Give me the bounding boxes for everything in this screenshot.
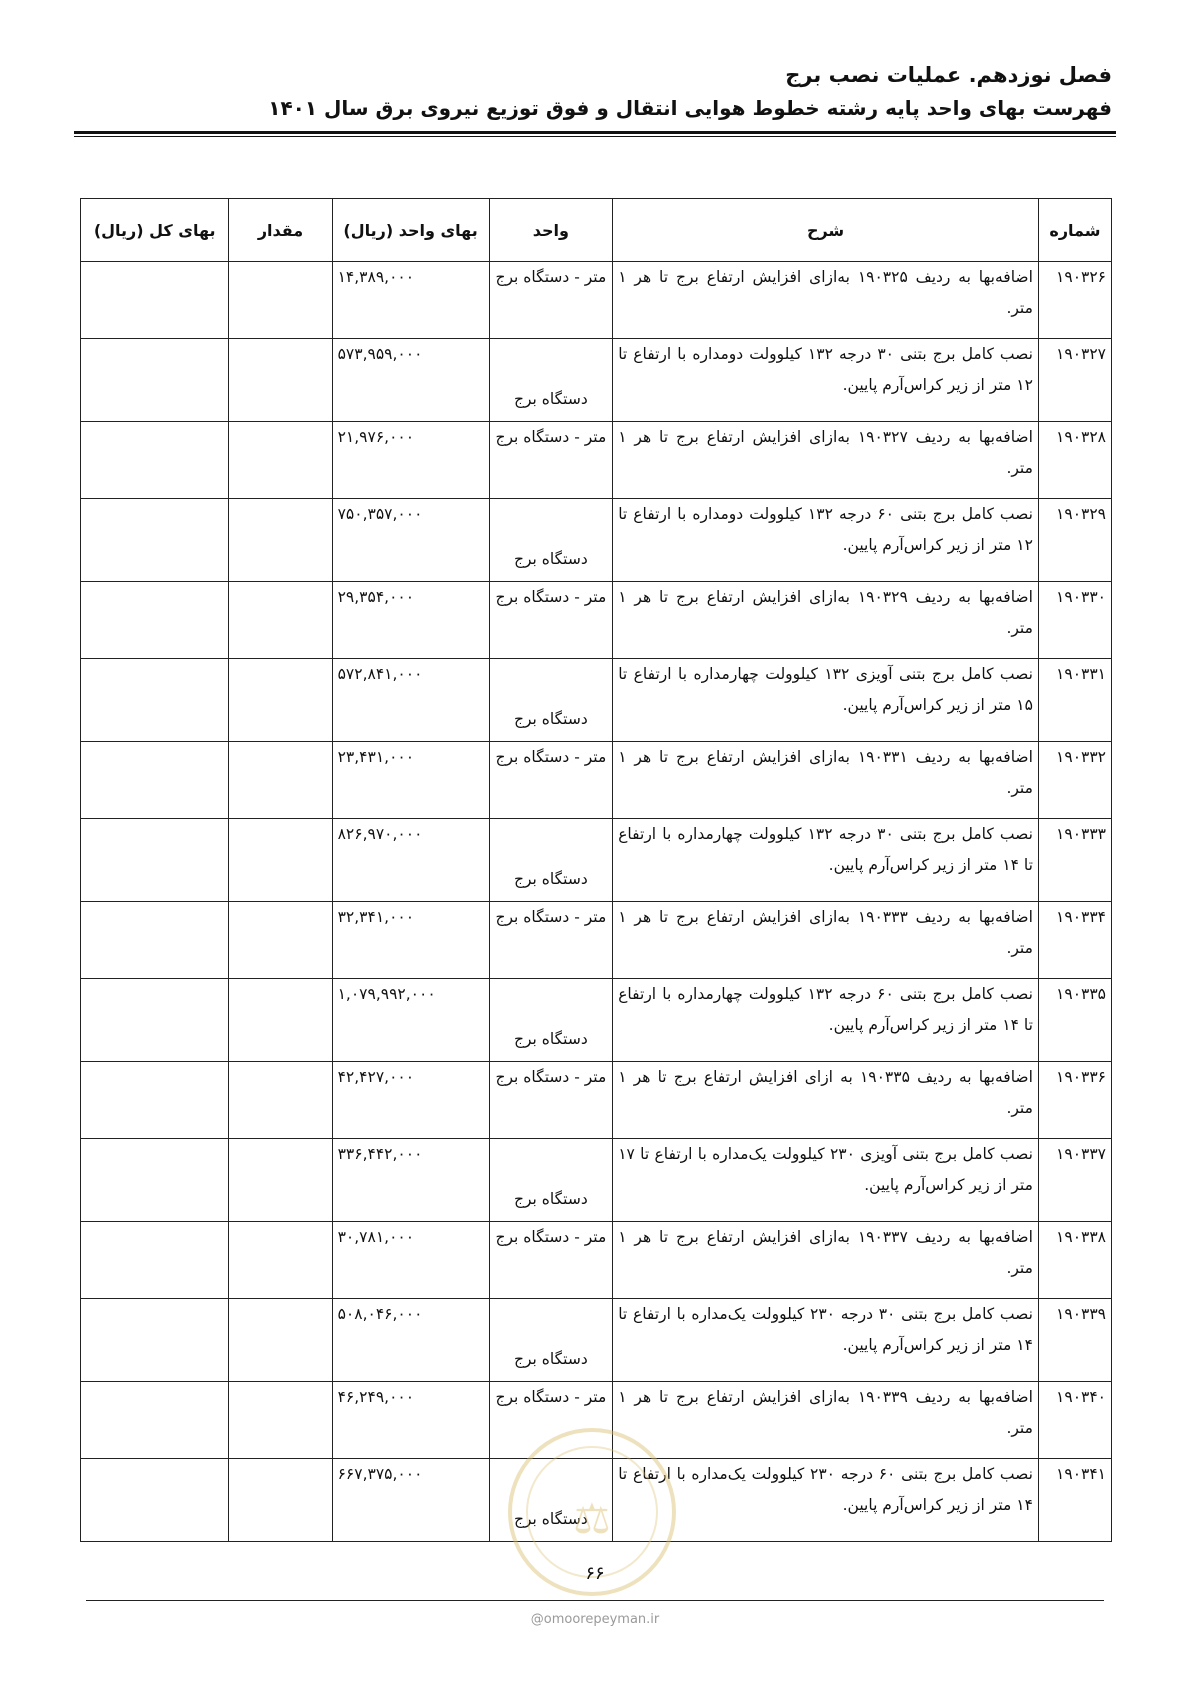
row-total-price: [81, 742, 229, 819]
row-unit: دستگاه برج: [489, 1299, 613, 1382]
row-code: ۱۹۰۳۳۰: [1038, 582, 1111, 659]
row-total-price: [81, 1222, 229, 1299]
row-unit: دستگاه برج: [489, 979, 613, 1062]
row-description: اضافه‌بها به ردیف ۱۹۰۳۳۷ به‌ازای افزایش ارتفاع برج تا هر ۱ متر.: [613, 1222, 1039, 1299]
table-row: [81, 582, 1112, 659]
row-code: ۱۹۰۳۳۹: [1038, 1299, 1111, 1382]
header-rule-thin: [74, 136, 1116, 137]
row-quantity: [229, 1139, 332, 1222]
row-unit-price: ۴۶,۲۴۹,۰۰۰: [332, 1382, 489, 1459]
row-code: ۱۹۰۳۲۸: [1038, 422, 1111, 499]
row-quantity: [229, 1459, 332, 1542]
row-description: نصب کامل برج بتنی آویزی ۲۳۰ کیلوولت یک‌مداره با ارتفاع تا ۱۷ متر از زیر کراس‌آرم پایین.: [613, 1139, 1039, 1222]
row-unit-price: ۲۱,۹۷۶,۰۰۰: [332, 422, 489, 499]
row-total-price: [81, 1139, 229, 1222]
row-code: ۱۹۰۳۲۹: [1038, 499, 1111, 582]
table-row: [81, 902, 1112, 979]
row-unit: دستگاه برج: [489, 659, 613, 742]
row-description: نصب کامل برج بتنی ۳۰ درجه ۱۳۲ کیلوولت چهارمداره با ارتفاع تا ۱۴ متر از زیر کراس‌آرم پایین.: [613, 819, 1039, 902]
row-unit-price: ۳۰,۷۸۱,۰۰۰: [332, 1222, 489, 1299]
header-quantity: مقدار: [229, 199, 332, 262]
row-unit: متر - دستگاه برج: [489, 422, 613, 499]
row-quantity: [229, 742, 332, 819]
row-total-price: [81, 1382, 229, 1459]
row-unit: متر - دستگاه برج: [489, 902, 613, 979]
row-quantity: [229, 979, 332, 1062]
footer-rule: [86, 1600, 1104, 1601]
row-unit: متر - دستگاه برج: [489, 582, 613, 659]
row-code: ۱۹۰۳۳۵: [1038, 979, 1111, 1062]
row-total-price: [81, 422, 229, 499]
row-unit-price: ۱,۰۷۹,۹۹۲,۰۰۰: [332, 979, 489, 1062]
row-total-price: [81, 979, 229, 1062]
row-total-price: [81, 659, 229, 742]
price-list-table: [80, 198, 1112, 1542]
row-code: ۱۹۰۳۲۶: [1038, 262, 1111, 339]
row-description: اضافه‌بها به ردیف ۱۹۰۳۲۵ به‌ازای افزایش ارتفاع برج تا هر ۱ متر.: [613, 262, 1039, 339]
row-unit-price: ۳۲,۳۴۱,۰۰۰: [332, 902, 489, 979]
row-quantity: [229, 902, 332, 979]
row-description: نصب کامل برج بتنی ۶۰ درجه ۲۳۰ کیلوولت یک‌مداره با ارتفاع تا ۱۴ متر از زیر کراس‌آرم پایین.: [613, 1459, 1039, 1542]
table-row: [81, 1222, 1112, 1299]
table-row: [81, 262, 1112, 339]
header-rule-thick: [74, 131, 1116, 134]
row-unit-price: ۸۲۶,۹۷۰,۰۰۰: [332, 819, 489, 902]
row-code: ۱۹۰۳۲۷: [1038, 339, 1111, 422]
chapter-title: فصل نوزدهم. عملیات نصب برج: [785, 63, 1112, 87]
row-total-price: [81, 262, 229, 339]
row-total-price: [81, 582, 229, 659]
row-unit-price: ۶۶۷,۳۷۵,۰۰۰: [332, 1459, 489, 1542]
row-total-price: [81, 1459, 229, 1542]
row-quantity: [229, 582, 332, 659]
row-quantity: [229, 422, 332, 499]
row-code: ۱۹۰۳۳۷: [1038, 1139, 1111, 1222]
row-description: نصب کامل برج بتنی ۳۰ درجه ۱۳۲ کیلوولت دومداره با ارتفاع تا ۱۲ متر از زیر کراس‌آرم پایین.: [613, 339, 1039, 422]
site-watermark-text: @omoorepeyman.ir: [530, 1612, 660, 1627]
row-code: ۱۹۰۳۳۸: [1038, 1222, 1111, 1299]
row-unit-price: ۲۹,۳۵۴,۰۰۰: [332, 582, 489, 659]
row-unit-price: ۷۵۰,۳۵۷,۰۰۰: [332, 499, 489, 582]
row-total-price: [81, 902, 229, 979]
table-row: [81, 1062, 1112, 1139]
row-unit-price: ۴۲,۴۲۷,۰۰۰: [332, 1062, 489, 1139]
row-description: اضافه‌بها به ردیف ۱۹۰۳۳۱ به‌ازای افزایش ارتفاع برج تا هر ۱ متر.: [613, 742, 1039, 819]
row-description: اضافه‌بها به ردیف ۱۹۰۳۳۳ به‌ازای افزایش ارتفاع برج تا هر ۱ متر.: [613, 902, 1039, 979]
row-unit: متر - دستگاه برج: [489, 262, 613, 339]
row-description: نصب کامل برج بتنی ۶۰ درجه ۱۳۲ کیلوولت دومداره با ارتفاع تا ۱۲ متر از زیر کراس‌آرم پایین.: [613, 499, 1039, 582]
row-quantity: [229, 262, 332, 339]
row-unit-price: ۵۷۳,۹۵۹,۰۰۰: [332, 339, 489, 422]
table-row: [81, 1299, 1112, 1382]
row-unit-price: ۳۳۶,۴۴۲,۰۰۰: [332, 1139, 489, 1222]
row-quantity: [229, 339, 332, 422]
row-total-price: [81, 499, 229, 582]
row-description: اضافه‌بها به ردیف ۱۹۰۳۳۵ به ازای افزایش ارتفاع برج تا هر ۱ متر.: [613, 1062, 1039, 1139]
row-description: نصب کامل برج بتنی ۳۰ درجه ۲۳۰ کیلوولت یک‌مداره با ارتفاع تا ۱۴ متر از زیر کراس‌آرم پایین.: [613, 1299, 1039, 1382]
page-header: [78, 58, 1112, 124]
header-unit: واحد: [489, 199, 613, 262]
row-quantity: [229, 1299, 332, 1382]
row-unit: دستگاه برج: [489, 1459, 613, 1542]
row-unit-price: ۵۷۲,۸۴۱,۰۰۰: [332, 659, 489, 742]
page-number: ۶۶: [585, 1563, 605, 1584]
row-code: ۱۹۰۳۳۴: [1038, 902, 1111, 979]
row-unit-price: ۵۰۸,۰۴۶,۰۰۰: [332, 1299, 489, 1382]
row-description: اضافه‌بها به ردیف ۱۹۰۳۳۹ به‌ازای افزایش ارتفاع برج تا هر ۱ متر.: [613, 1382, 1039, 1459]
row-unit: متر - دستگاه برج: [489, 1382, 613, 1459]
table-row: [81, 499, 1112, 582]
row-code: ۱۹۰۳۳۳: [1038, 819, 1111, 902]
table-row: [81, 742, 1112, 819]
row-total-price: [81, 1062, 229, 1139]
row-unit: دستگاه برج: [489, 819, 613, 902]
row-code: ۱۹۰۳۳۱: [1038, 659, 1111, 742]
table-row: [81, 979, 1112, 1062]
row-description: نصب کامل برج بتنی ۶۰ درجه ۱۳۲ کیلوولت چهارمداره با ارتفاع تا ۱۴ متر از زیر کراس‌آرم پایین.: [613, 979, 1039, 1062]
header-unit-price: بهای واحد (ریال): [332, 199, 489, 262]
row-description: اضافه‌بها به ردیف ۱۹۰۳۲۷ به‌ازای افزایش ارتفاع برج تا هر ۱ متر.: [613, 422, 1039, 499]
row-unit: دستگاه برج: [489, 499, 613, 582]
row-code: ۱۹۰۳۴۰: [1038, 1382, 1111, 1459]
row-unit: متر - دستگاه برج: [489, 1222, 613, 1299]
row-unit-price: ۲۳,۴۳۱,۰۰۰: [332, 742, 489, 819]
table-row: [81, 659, 1112, 742]
row-code: ۱۹۰۳۳۶: [1038, 1062, 1111, 1139]
row-description: اضافه‌بها به ردیف ۱۹۰۳۲۹ به‌ازای افزایش ارتفاع برج تا هر ۱ متر.: [613, 582, 1039, 659]
row-total-price: [81, 1299, 229, 1382]
row-total-price: [81, 339, 229, 422]
row-total-price: [81, 819, 229, 902]
row-unit: متر - دستگاه برج: [489, 1062, 613, 1139]
row-quantity: [229, 1382, 332, 1459]
row-quantity: [229, 659, 332, 742]
row-quantity: [229, 1222, 332, 1299]
table-row: [81, 422, 1112, 499]
row-quantity: [229, 1062, 332, 1139]
table-row: [81, 1139, 1112, 1222]
document-title: فهرست بهای واحد پایه رشته خطوط هوایی انتقال و فوق توزیع نیروی برق سال ۱۴۰۱: [268, 96, 1112, 120]
table-row: [81, 819, 1112, 902]
table-row: [81, 339, 1112, 422]
row-unit-price: ۱۴,۳۸۹,۰۰۰: [332, 262, 489, 339]
header-code: شماره: [1038, 199, 1111, 262]
header-total-price: بهای کل (ریال): [81, 199, 229, 262]
row-unit: دستگاه برج: [489, 339, 613, 422]
row-quantity: [229, 819, 332, 902]
table-row: [81, 1382, 1112, 1459]
table-row: [81, 1459, 1112, 1542]
row-description: نصب کامل برج بتنی آویزی ۱۳۲ کیلوولت چهارمداره با ارتفاع تا ۱۵ متر از زیر کراس‌آرم پایین.: [613, 659, 1039, 742]
row-unit: متر - دستگاه برج: [489, 742, 613, 819]
row-unit: دستگاه برج: [489, 1139, 613, 1222]
row-quantity: [229, 499, 332, 582]
header-description: شرح: [613, 199, 1039, 262]
row-code: ۱۹۰۳۳۲: [1038, 742, 1111, 819]
row-code: ۱۹۰۳۴۱: [1038, 1459, 1111, 1542]
table-header-row: [81, 199, 1112, 262]
